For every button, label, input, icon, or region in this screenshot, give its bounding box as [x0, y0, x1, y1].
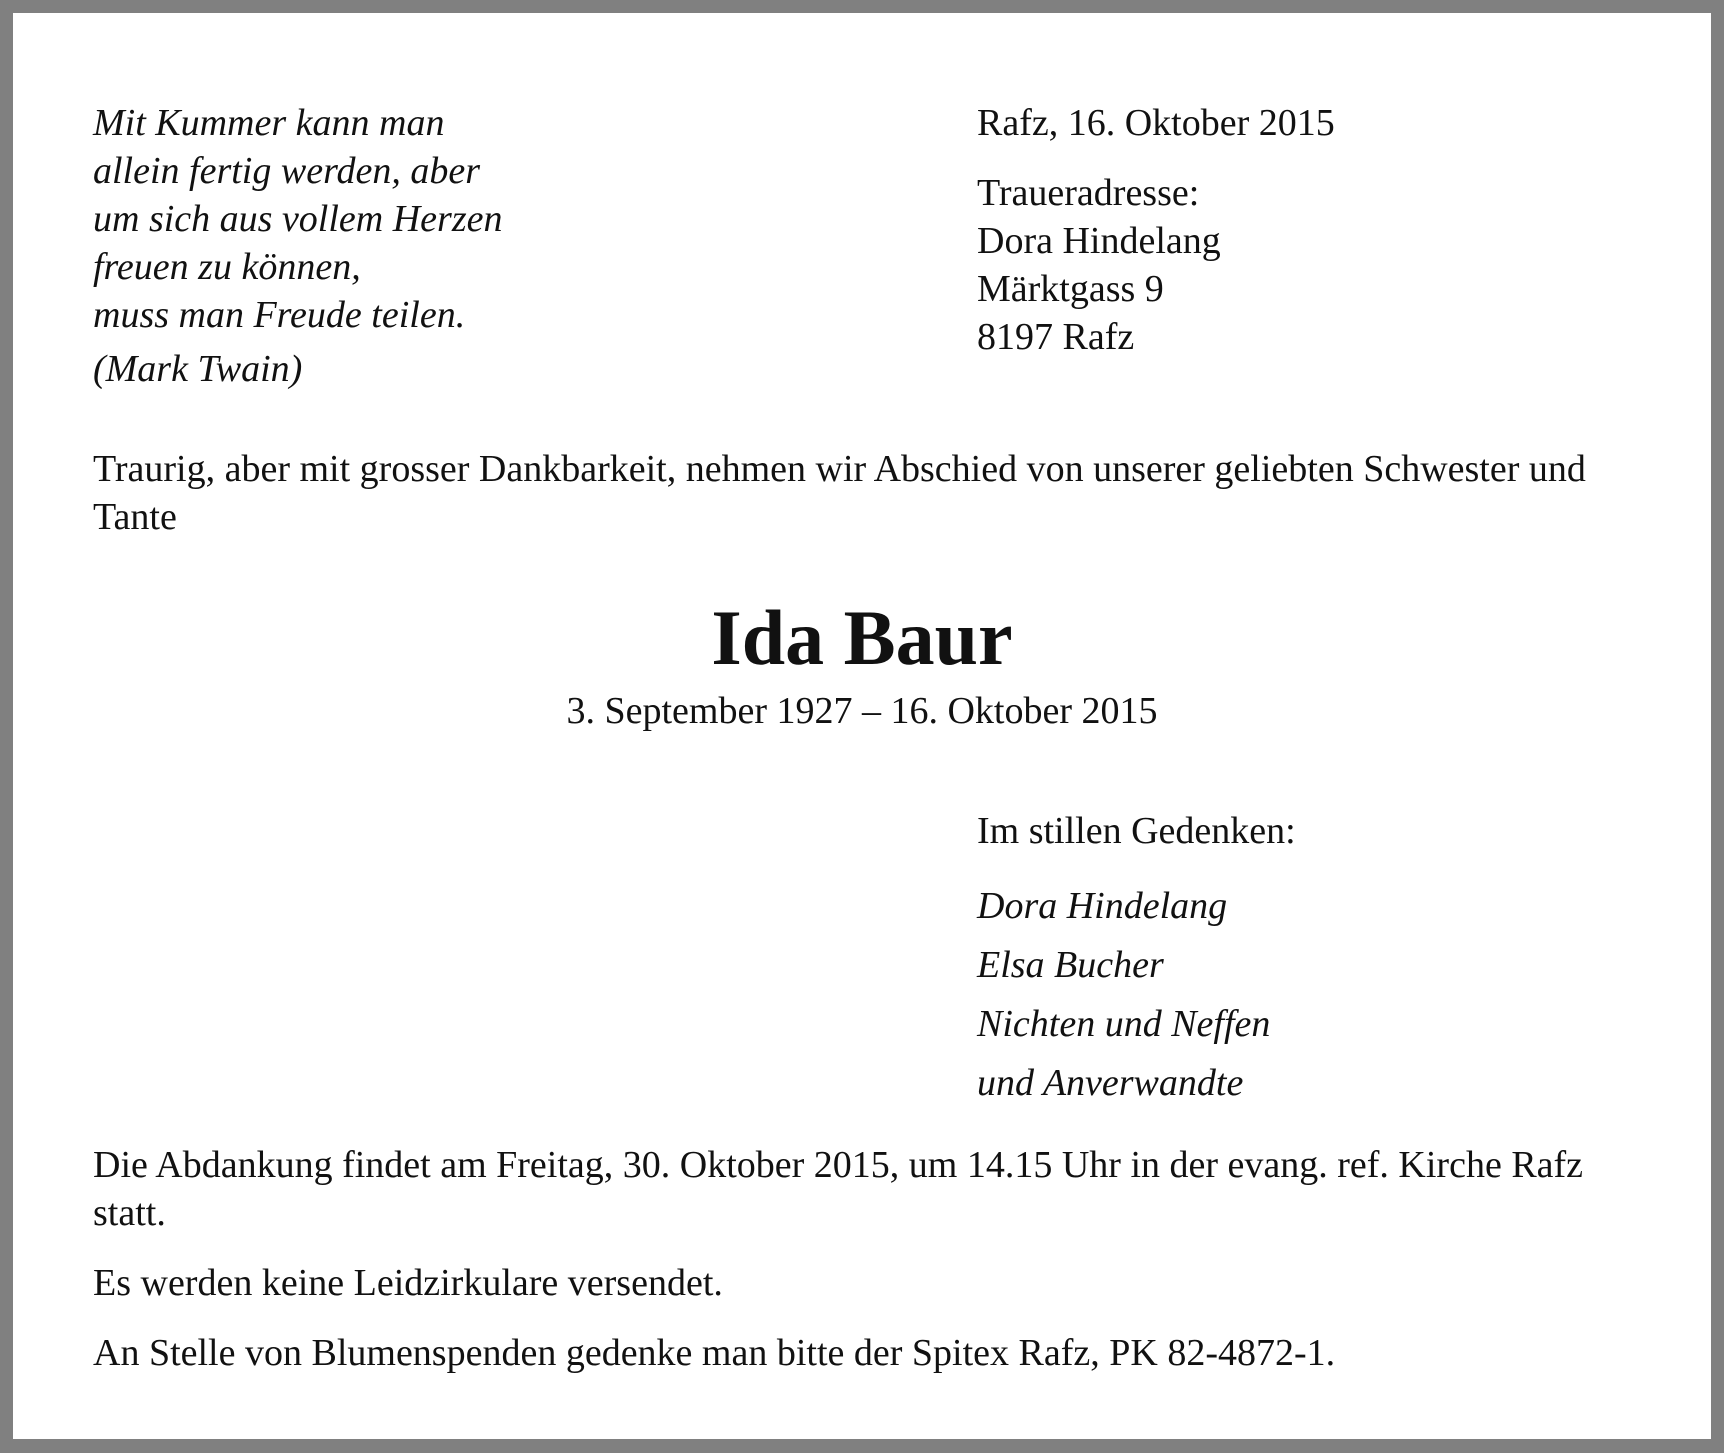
quote-line: muss man Freude teilen. [93, 294, 466, 336]
service-info: Die Abdankung findet am Freitag, 30. Oktober 2015, um 14.15 Uhr in der evang. ref. Kirche Rafz statt. [93, 1144, 1584, 1234]
mourning-address [977, 169, 1221, 361]
donation-note: An Stelle von Blumenspenden gedenke man bitte der Spitex Rafz, PK 82-4872-1. [93, 1332, 1336, 1374]
mourners-list [977, 877, 1270, 1113]
address-name: Dora Hindelang [977, 220, 1221, 262]
intro-text: Traurig, aber mit grosser Dankbarkeit, nehmen wir Abschied von unserer geliebten Schwester und Tante [93, 448, 1586, 538]
mourner: Elsa Bucher [977, 944, 1164, 986]
address-label: Traueradresse: [977, 172, 1200, 214]
no-circulars-note: Es werden keine Leidzirkulare versendet. [93, 1262, 723, 1304]
place-date: Rafz, 16. Oktober 2015 [977, 102, 1335, 144]
address-city: 8197 Rafz [977, 316, 1135, 358]
quote-line: allein fertig werden, aber [93, 150, 480, 192]
quote-author: (Mark Twain) [93, 348, 303, 390]
mourner: Nichten und Neffen [977, 1003, 1271, 1045]
address-street: Märktgass 9 [977, 268, 1164, 310]
life-dates: 3. September 1927 – 16. Oktober 2015 [566, 690, 1158, 732]
deceased-name: Ida Baur [711, 594, 1013, 681]
quote-line: freuen zu können, [93, 246, 361, 288]
mourner: und Anverwandte [977, 1062, 1244, 1104]
mourner: Dora Hindelang [977, 885, 1228, 927]
quote-block [93, 99, 502, 393]
quote-line: Mit Kummer kann man [93, 102, 445, 144]
obituary-page [13, 13, 1711, 1439]
quote-line: um sich aus vollem Herzen [93, 198, 503, 240]
memory-heading: Im stillen Gedenken: [977, 810, 1296, 852]
